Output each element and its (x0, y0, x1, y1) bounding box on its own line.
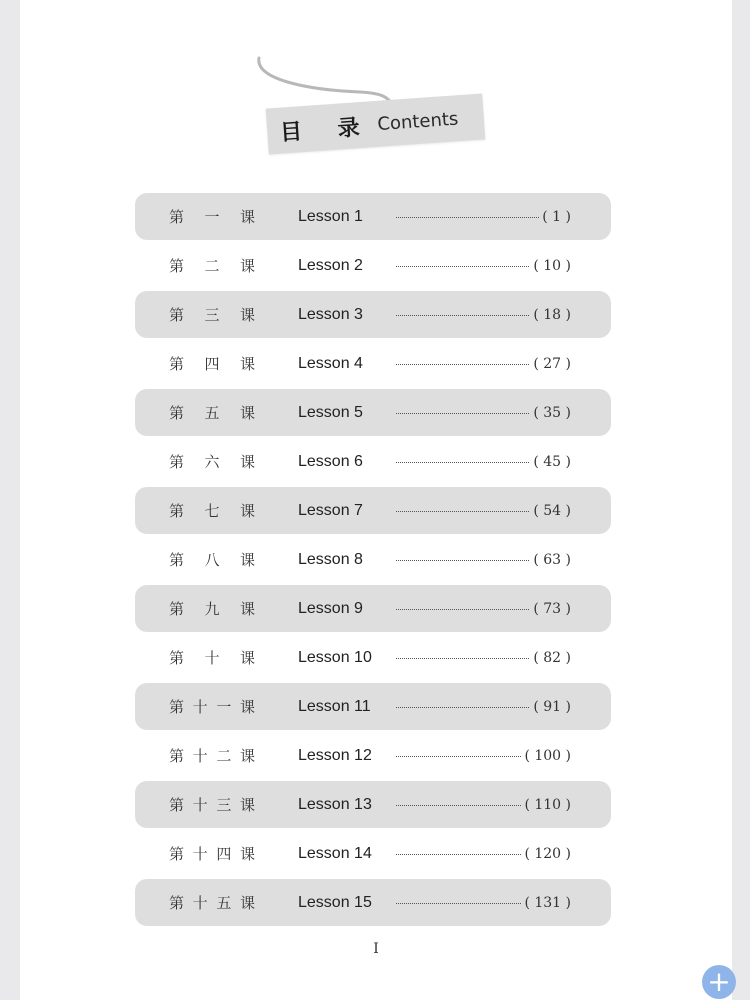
toc-chinese-char: 九 (204, 600, 220, 618)
toc-chinese-char: 课 (239, 894, 255, 912)
toc-row[interactable] (135, 634, 611, 681)
toc-chinese-char: 二 (216, 747, 232, 765)
toc-chinese-char: 四 (204, 355, 220, 373)
toc-chinese-char: 第 (169, 600, 185, 618)
toc-chinese-char: 课 (239, 355, 255, 373)
toc-lesson-title: Lesson 13 (298, 795, 372, 813)
toc-lesson-title: Lesson 6 (298, 452, 363, 470)
toc-chinese-char: 课 (239, 208, 255, 226)
toc-chinese-char: 课 (239, 845, 255, 863)
toc-chinese-label (169, 549, 255, 570)
toc-row[interactable] (135, 291, 611, 338)
toc-chinese-char: 课 (239, 551, 255, 569)
toc-row[interactable] (135, 389, 611, 436)
toc-chinese-label (169, 892, 255, 913)
toc-chinese-char: 十 (204, 649, 220, 667)
toc-chinese-label (169, 647, 255, 668)
toc-row[interactable] (135, 536, 611, 583)
toc-row[interactable] (135, 438, 611, 485)
toc-chinese-char: 课 (239, 600, 255, 618)
toc-lesson-title: Lesson 8 (298, 550, 363, 568)
toc-chinese-char: 一 (204, 208, 220, 226)
toc-chinese-char: 十 (192, 698, 208, 716)
toc-row[interactable] (135, 879, 611, 926)
toc-lesson-title: Lesson 1 (298, 207, 363, 225)
toc-lesson-title: Lesson 5 (298, 403, 363, 421)
toc-page-number: ( 73 ) (530, 601, 571, 617)
toc-chinese-char: 五 (216, 894, 232, 912)
toc-row[interactable] (135, 585, 611, 632)
toc-chinese-char: 第 (169, 698, 185, 716)
toc-chinese-char: 第 (169, 404, 185, 422)
toc-row[interactable] (135, 242, 611, 289)
toc-chinese-char: 十 (192, 796, 208, 814)
toc-lesson-title: Lesson 10 (298, 648, 372, 666)
toc-lesson-title: Lesson 4 (298, 354, 363, 372)
toc-chinese-char: 课 (239, 257, 255, 275)
toc-chinese-char: 课 (239, 502, 255, 520)
toc-page-number: ( 27 ) (530, 356, 571, 372)
add-button[interactable] (702, 965, 736, 999)
page-folio: I (373, 941, 379, 957)
toc-chinese-char: 四 (216, 845, 232, 863)
toc-row[interactable] (135, 683, 611, 730)
toc-chinese-label (169, 304, 255, 325)
toc-page-number: ( 18 ) (530, 307, 571, 323)
toc-chinese-label (169, 745, 255, 766)
toc-chinese-label (169, 843, 255, 864)
toc-chinese-label (169, 353, 255, 374)
toc-chinese-char: 第 (169, 257, 185, 275)
toc-row[interactable] (135, 732, 611, 779)
toc-row[interactable] (135, 830, 611, 877)
toc-page-number: ( 1 ) (539, 209, 571, 225)
toc-chinese-char: 第 (169, 894, 185, 912)
plus-icon: + (707, 965, 731, 998)
toc-chinese-char: 课 (239, 306, 255, 324)
toc-page-number: ( 54 ) (530, 503, 571, 519)
toc-row[interactable] (135, 193, 611, 240)
title-english: Contents (376, 108, 459, 135)
toc-chinese-char: 一 (216, 698, 232, 716)
toc-chinese-label (169, 255, 255, 276)
toc-lesson-title: Lesson 9 (298, 599, 363, 617)
toc-chinese-label (169, 794, 255, 815)
toc-page-number: ( 131 ) (521, 895, 571, 911)
toc-chinese-label (169, 402, 255, 423)
toc-row[interactable] (135, 781, 611, 828)
toc-chinese-label (169, 696, 255, 717)
toc-row[interactable] (135, 487, 611, 534)
toc-page-number: ( 82 ) (530, 650, 571, 666)
toc-chinese-char: 第 (169, 747, 185, 765)
toc-chinese-char: 五 (204, 404, 220, 422)
toc-page-number: ( 91 ) (530, 699, 571, 715)
toc-chinese-char: 十 (192, 894, 208, 912)
toc-chinese-char: 第 (169, 649, 185, 667)
toc-chinese-char: 三 (216, 796, 232, 814)
toc-chinese-char: 第 (169, 306, 185, 324)
toc-chinese-char: 课 (239, 404, 255, 422)
toc-lesson-title: Lesson 14 (298, 844, 372, 862)
toc-page-number: ( 63 ) (530, 552, 571, 568)
toc-chinese-label (169, 451, 255, 472)
title-chinese: 目 录 (279, 113, 375, 146)
toc-page-number: ( 100 ) (521, 748, 571, 764)
document-page (20, 0, 732, 1000)
toc-chinese-char: 课 (239, 796, 255, 814)
toc-lesson-title: Lesson 2 (298, 256, 363, 274)
toc-chinese-char: 六 (204, 453, 220, 471)
toc-lesson-title: Lesson 3 (298, 305, 363, 323)
toc-chinese-char: 课 (239, 453, 255, 471)
toc-row[interactable] (135, 340, 611, 387)
toc-chinese-char: 第 (169, 551, 185, 569)
toc-chinese-label (169, 206, 255, 227)
toc-page-number: ( 45 ) (530, 454, 571, 470)
toc-chinese-char: 第 (169, 208, 185, 226)
toc-chinese-char: 课 (239, 698, 255, 716)
toc-lesson-title: Lesson 11 (298, 697, 371, 715)
toc-chinese-char: 课 (239, 747, 255, 765)
toc-chinese-char: 七 (204, 502, 220, 520)
toc-chinese-char: 课 (239, 649, 255, 667)
toc-page-number: ( 10 ) (530, 258, 571, 274)
toc-lesson-title: Lesson 15 (298, 893, 372, 911)
table-of-contents (135, 193, 611, 928)
toc-page-number: ( 120 ) (521, 846, 571, 862)
toc-page-number: ( 110 ) (521, 797, 571, 813)
toc-chinese-char: 第 (169, 796, 185, 814)
toc-chinese-char: 十 (192, 747, 208, 765)
toc-chinese-char: 第 (169, 355, 185, 373)
toc-lesson-title: Lesson 7 (298, 501, 363, 519)
toc-lesson-title: Lesson 12 (298, 746, 372, 764)
toc-page-number: ( 35 ) (530, 405, 571, 421)
toc-chinese-char: 第 (169, 453, 185, 471)
toc-chinese-char: 第 (169, 845, 185, 863)
toc-chinese-char: 三 (204, 306, 220, 324)
toc-chinese-char: 十 (192, 845, 208, 863)
toc-chinese-char: 二 (204, 257, 220, 275)
toc-chinese-label (169, 500, 255, 521)
toc-chinese-char: 第 (169, 502, 185, 520)
toc-chinese-label (169, 598, 255, 619)
toc-chinese-char: 八 (204, 551, 220, 569)
